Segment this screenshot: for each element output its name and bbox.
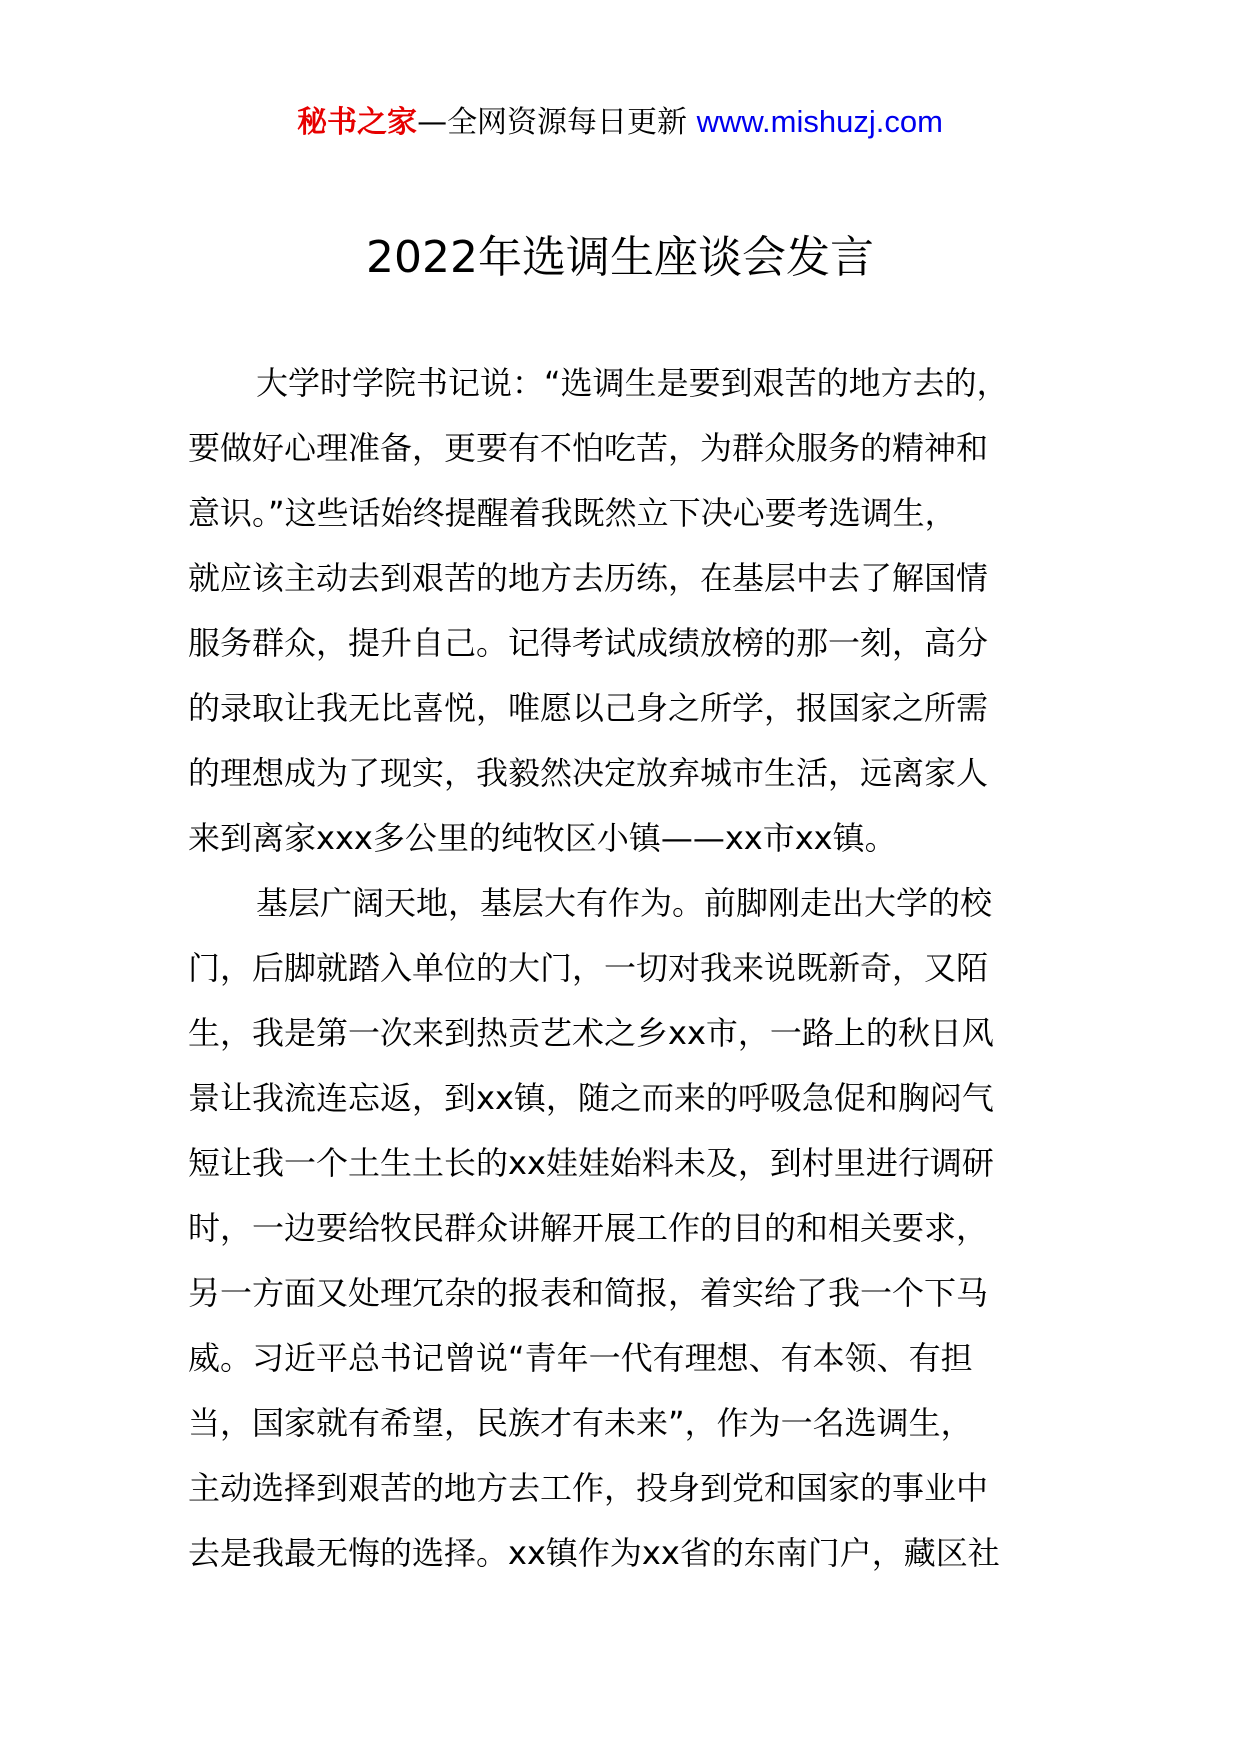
site-url-link[interactable]: www.mishuzj.com (696, 104, 943, 139)
text-line: 基层广阔天地，基层大有作为。前脚刚走出大学的校 (256, 884, 993, 922)
text-line: 门，后脚就踏入单位的大门，一切对我来说既新奇，又陌 (188, 949, 989, 987)
site-header (0, 100, 1240, 145)
document-title: 2022年选调生座谈会发言 (366, 232, 874, 283)
text-line: 的录取让我无比喜悦，唯愿以己身之所学，报国家之所需 (188, 689, 989, 727)
text-line: 就应该主动去到艰苦的地方去历练，在基层中去了解国情 (188, 559, 989, 597)
text-line: 生，我是第一次来到热贡艺术之乡xx市，一路上的秋日风 (188, 1014, 994, 1052)
document-body (188, 363, 1068, 1598)
text-line: 去是我最无悔的选择。xx镇作为xx省的东南门户，藏区社 (188, 1534, 1000, 1572)
text-line: 要做好心理准备，更要有不怕吃苦，为群众服务的精神和 (188, 429, 989, 467)
text-line: 大学时学院书记说：“选调生是要到艰苦的地方去的， (256, 364, 1009, 402)
text-line: 短让我一个土生土长的xx娃娃始料未及，到村里进行调研 (188, 1144, 994, 1182)
text-line: 主动选择到艰苦的地方去工作，投身到党和国家的事业中 (188, 1469, 989, 1507)
text-line: 威。习近平总书记曾说“青年一代有理想、有本领、有担 (188, 1339, 973, 1377)
text-line: 意识。”这些话始终提醒着我既然立下决心要考选调生， (188, 494, 957, 532)
text-line: 当，国家就有希望，民族才有未来”，作为一名选调生， (188, 1404, 973, 1442)
text-line: 景让我流连忘返，到xx镇，随之而来的呼吸急促和胸闷气 (188, 1079, 994, 1117)
text-line: 时，一边要给牧民群众讲解开展工作的目的和相关要求， (188, 1209, 989, 1247)
header-tagline: —全网资源每日更新 (417, 105, 688, 140)
text-line: 的理想成为了现实，我毅然决定放弃城市生活，远离家人 (188, 754, 989, 792)
text-line: 来到离家xxx多公里的纯牧区小镇——xx市xx镇。 (188, 819, 897, 857)
brand-name: 秘书之家 (297, 105, 418, 140)
text-line: 另一方面又处理冗杂的报表和简报，着实给了我一个下马 (188, 1274, 989, 1312)
text-line: 服务群众，提升自己。记得考试成绩放榜的那一刻，高分 (188, 624, 989, 662)
